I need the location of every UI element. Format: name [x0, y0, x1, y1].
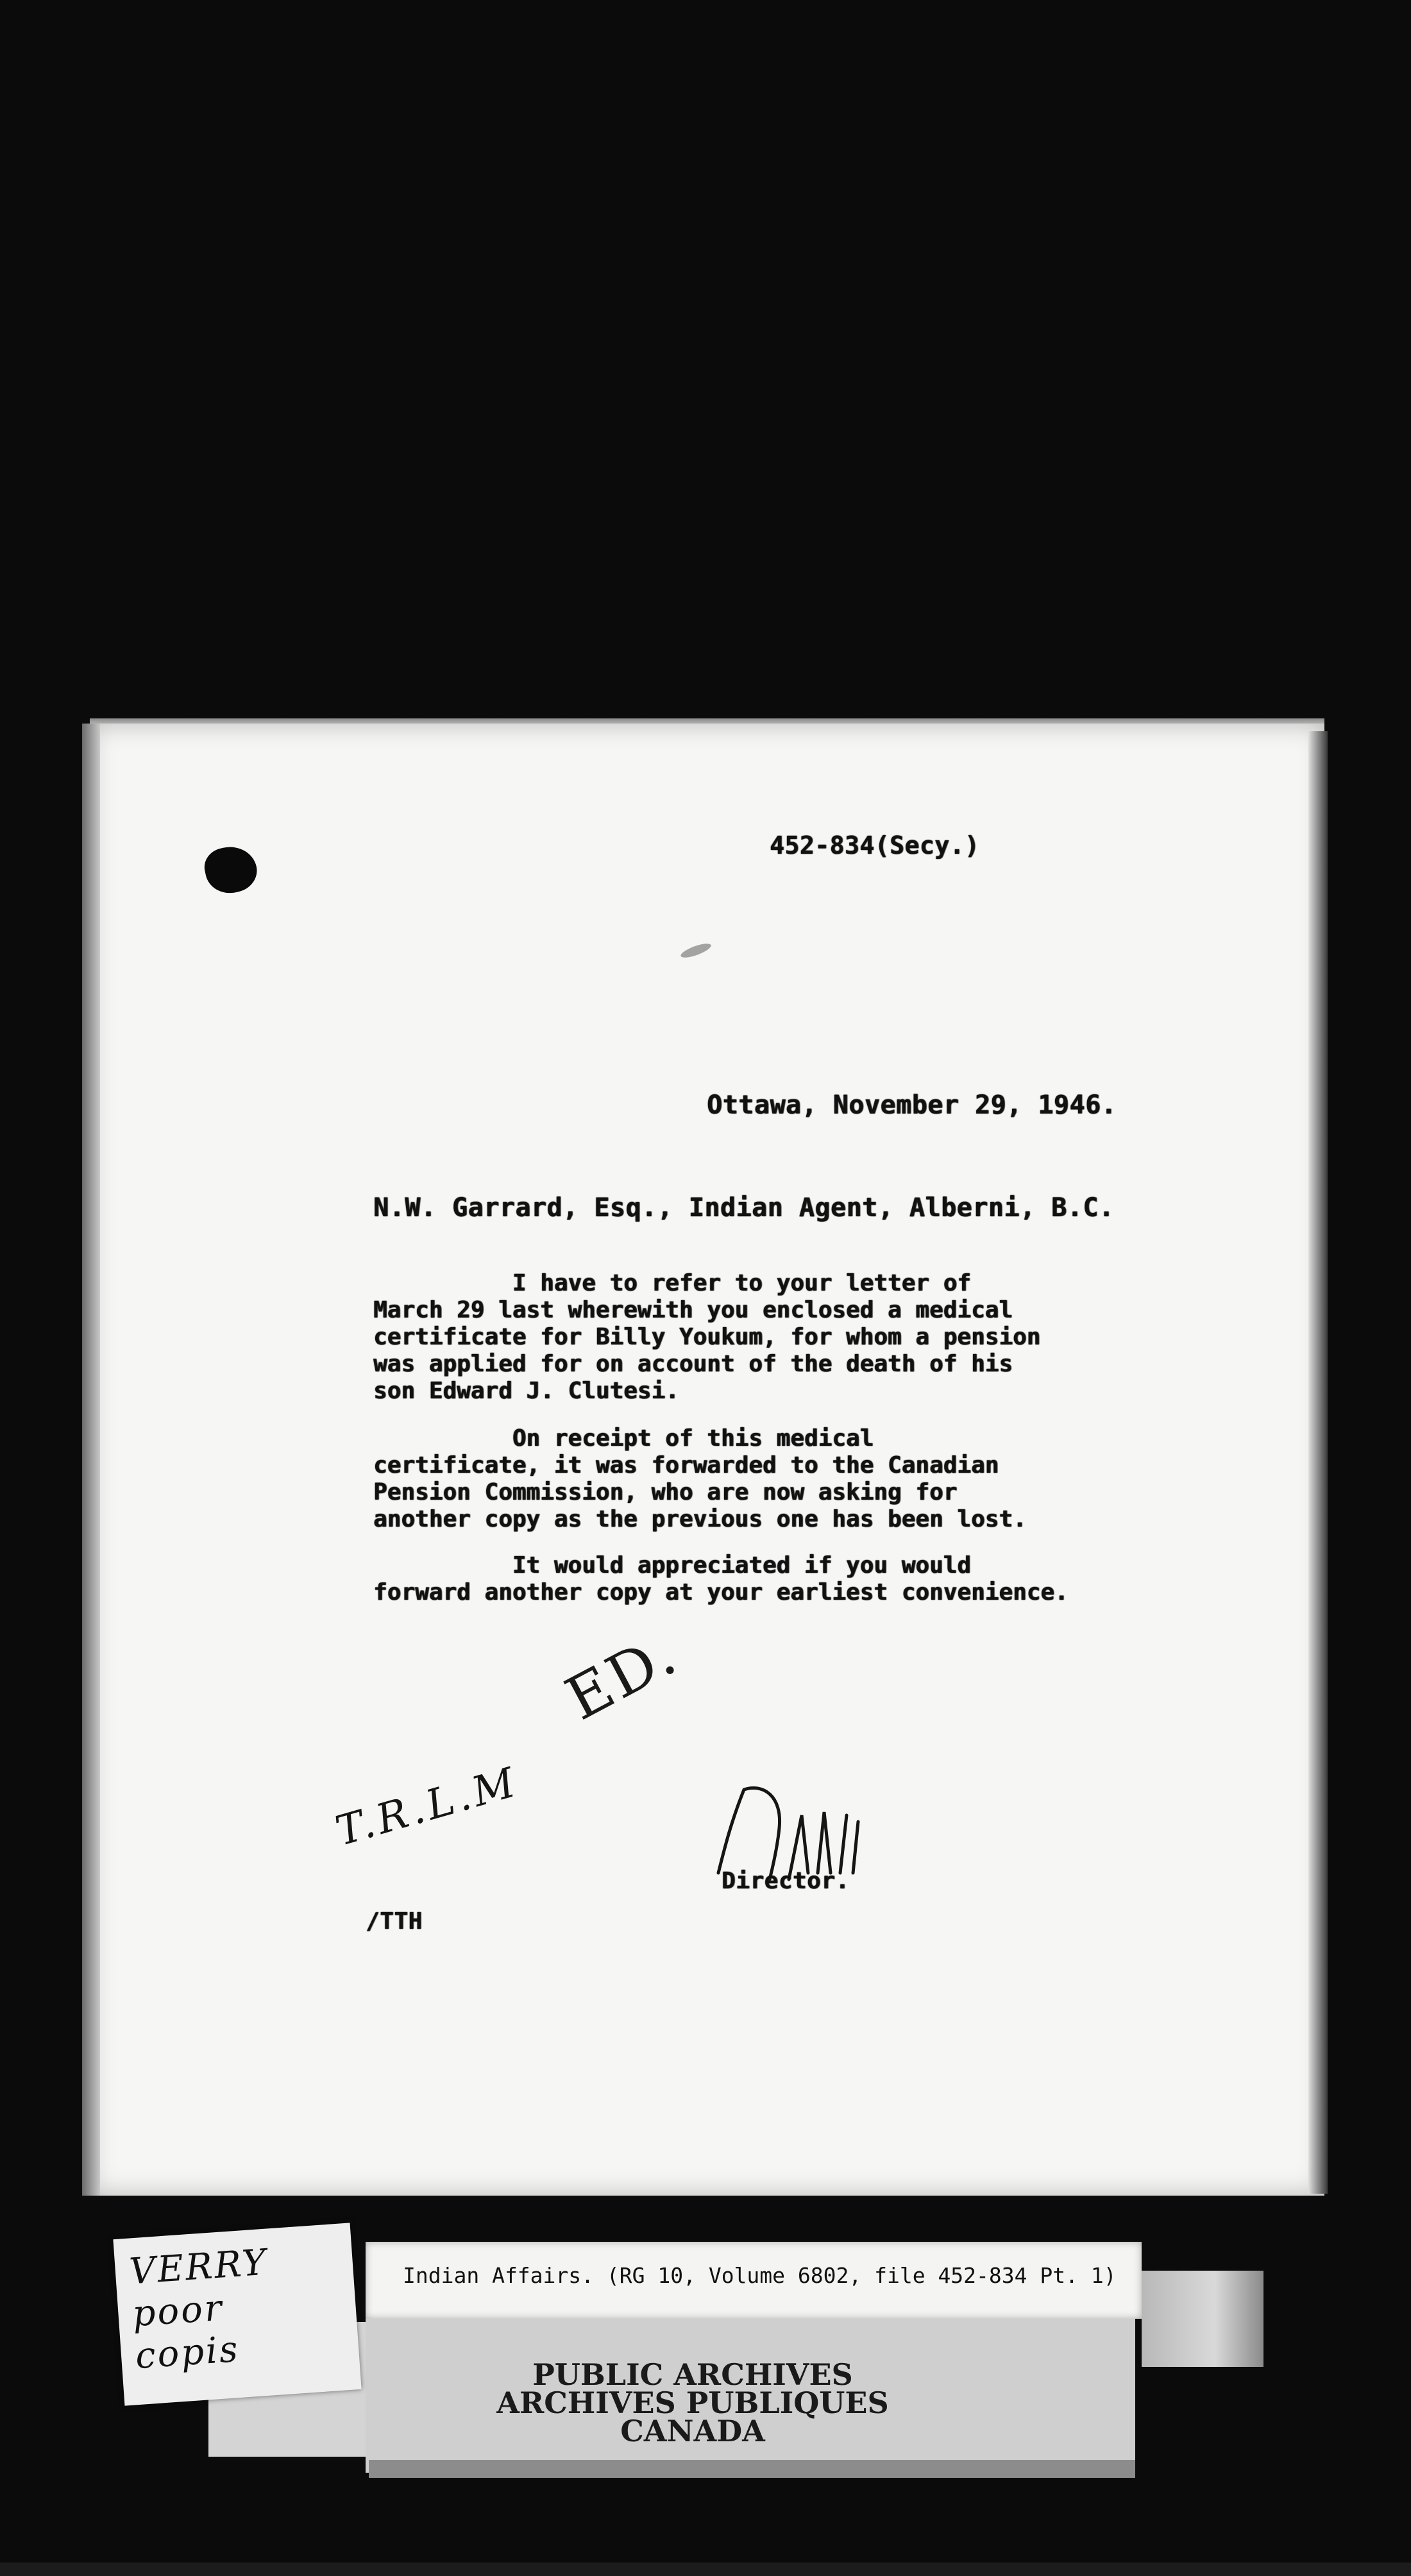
archive-caption-text: Indian Affairs. (RG 10, Volume 6802, file 452-834 Pt. 1) — [403, 2263, 1117, 2288]
signature-title: Director. — [722, 1868, 850, 1894]
letter-paragraph: It would appreciated if you would forward another copy at your earliest convenience. — [373, 1552, 1069, 1606]
archive-stamp-line: ARCHIVES PUBLIQUES — [496, 2385, 889, 2420]
letter-addressee: N.W. Garrard, Esq., Indian Agent, Alberni, B.C. — [373, 1193, 1115, 1223]
handwritten-initials: T.R.L.M — [330, 1758, 525, 1856]
letter-dateline: Ottawa, November 29, 1946. — [707, 1090, 1117, 1120]
handwritten-stamp: ED. — [555, 1619, 689, 1734]
archive-label-flap — [1142, 2271, 1263, 2367]
sheet-left-edge — [82, 724, 100, 2196]
label-bottom-edge — [369, 2460, 1135, 2478]
handwritten-note-card — [113, 2223, 361, 2405]
frame-bottom-edge — [0, 2563, 1411, 2576]
archive-stamp-line: PUBLIC ARCHIVES — [532, 2357, 853, 2392]
handwritten-note: VERRY poor copis — [128, 2241, 269, 2378]
sheet-right-edge — [1308, 731, 1328, 2194]
letter-paragraph: I have to refer to your letter of March 29 last wherewith you enclosed a medical certificate for Billy Youkum, for whom a pension was applied for on account of the death of his son Edward J. Clutesi. — [373, 1270, 1041, 1404]
file-reference-number: 452-834(Secy.) — [770, 831, 980, 860]
typist-initials: /TTH — [366, 1908, 423, 1935]
archive-stamp-line: CANADA — [620, 2414, 765, 2448]
letter-paragraph: On receipt of this medical certificate, it was forwarded to the Canadian Pension Commission, who are now asking for another copy as the previous one has been lost. — [373, 1425, 1027, 1532]
